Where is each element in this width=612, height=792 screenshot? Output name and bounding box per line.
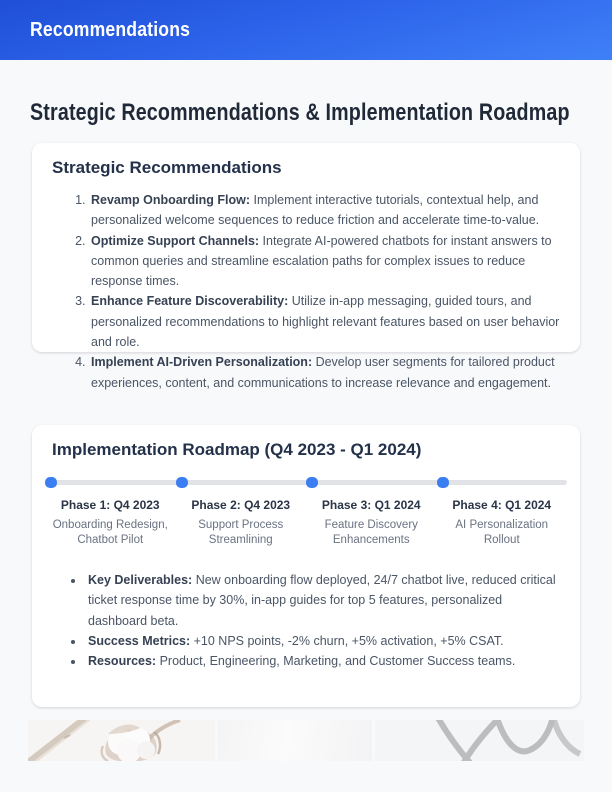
- item-lead: Resources:: [88, 654, 157, 669]
- item-text: Implement interactive tutorials, contextual help, and personalized welcome sequences to reduce friction and accelerate time-to-value.: [91, 193, 540, 228]
- footer-photo-row: [28, 720, 584, 761]
- blank-white-photo: [218, 720, 372, 761]
- recommendations-list: [52, 190, 560, 393]
- phase-column-1: [45, 498, 176, 547]
- detail-item: [85, 651, 560, 671]
- phase-column-3: [306, 498, 437, 547]
- item-text: Product, Engineering, Marketing, and Customer Success teams.: [156, 654, 516, 669]
- item-text: Utilize in-app messaging, guided tours, and personalized recommendations to highlight relevant features based on user behavior and role.: [91, 294, 560, 350]
- detail-item: [85, 631, 560, 651]
- phase-row: [45, 498, 567, 547]
- item-lead: Enhance Feature Discoverability:: [91, 294, 289, 309]
- recommendation-item: [89, 352, 560, 393]
- timeline-dot-phase-4: [437, 477, 449, 488]
- phase-label: Phase 1: Q4 2023: [60, 498, 160, 512]
- phase-label: Phase 4: Q1 2024: [452, 498, 552, 512]
- phase-label: Phase 3: Q1 2024: [321, 498, 421, 512]
- timeline-dot-phase-2: [176, 477, 188, 488]
- item-text: Develop user segments for tailored product experiences, content, and communications to increase relevance and engagement.: [91, 355, 555, 390]
- phase-label: Phase 2: Q4 2023: [191, 498, 291, 512]
- timeline-dot-phase-3: [306, 477, 318, 488]
- item-text: Integrate AI-powered chatbots for instant answers to common queries and streamline escalation paths for complex issues to reduce response times.: [91, 233, 552, 289]
- roadmap-card: [32, 425, 580, 707]
- item-lead: Optimize Support Channels:: [91, 233, 260, 248]
- recommendation-item: [89, 231, 560, 292]
- gray-cable-photo: [375, 720, 584, 761]
- header-bar: [0, 0, 612, 60]
- item-lead: Key Deliverables:: [88, 573, 193, 587]
- roadmap-card-title: Implementation Roadmap (Q4 2023 - Q1 2024): [52, 440, 422, 459]
- item-text: +10 NPS points, -2% churn, +5% activation, +5% CSAT.: [190, 633, 504, 648]
- item-lead: Implement AI-Driven Personalization:: [91, 355, 313, 370]
- phase-column-4: [437, 498, 568, 547]
- phase-description: Onboarding Redesign, Chatbot Pilot: [52, 519, 168, 546]
- phase-column-2: [176, 498, 307, 547]
- recommendations-card: [32, 143, 580, 390]
- roadmap-timeline: [45, 476, 567, 488]
- item-lead: Success Metrics:: [88, 633, 191, 648]
- header-title: Recommendations: [30, 18, 191, 41]
- recommendation-item: [89, 291, 560, 352]
- phase-description: Support Process Streamlining: [198, 519, 284, 546]
- phase-description: AI Personalization Rollout: [455, 519, 549, 546]
- item-lead: Revamp Onboarding Flow:: [91, 193, 251, 207]
- roadmap-details-list: [52, 570, 560, 671]
- detail-item: [85, 570, 560, 631]
- timeline-dot-phase-1: [45, 477, 57, 488]
- phase-description: Feature Discovery Enhancements: [324, 519, 418, 546]
- item-text: New onboarding flow deployed, 24/7 chatbot live, reduced critical ticket response time by 30%, in-app guides for top 5 features, personalized dashboard beta.: [88, 573, 556, 628]
- cotton-branch-photo: [28, 720, 215, 761]
- page-title: Strategic Recommendations & Implementation Roadmap: [30, 99, 570, 126]
- recommendation-item: [89, 190, 560, 231]
- recommendations-card-title: Strategic Recommendations: [52, 158, 282, 177]
